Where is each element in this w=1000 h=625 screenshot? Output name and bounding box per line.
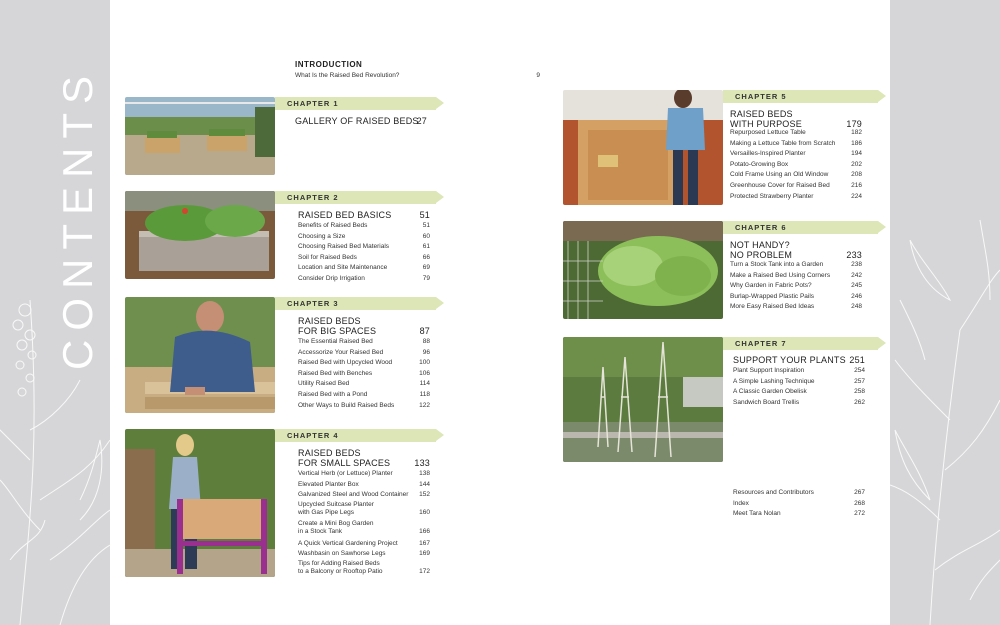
toc-entry[interactable] [730, 160, 862, 171]
toc-entry[interactable] [298, 263, 430, 274]
chapter-6-photo [563, 221, 723, 319]
toc-entry[interactable] [733, 387, 865, 398]
toc-entry[interactable] [730, 260, 862, 271]
toc-entry[interactable] [730, 128, 862, 139]
toc-entry-label: Utility Raised Bed [298, 380, 350, 388]
toc-entry-label: Why Garden in Fabric Pots? [730, 282, 812, 290]
toc-entry-label: Tips for Adding Raised Beds to a Balcony or Rooftop Patio [298, 559, 383, 576]
toc-entry[interactable] [730, 181, 862, 192]
chapter-3-title[interactable] [298, 316, 430, 336]
toc-entry-label: Make a Raised Bed Using Corners [730, 271, 831, 279]
toc-entry-page: 194 [851, 150, 862, 158]
toc-entry-page: 166 [419, 527, 430, 535]
chapter-7-title[interactable] [733, 355, 865, 365]
toc-entry-page: 160 [419, 508, 430, 516]
raised-bed-basics-image [125, 191, 275, 279]
botanical-illustration-right [890, 0, 1000, 625]
chapter-1-banner: CHAPTER 1 [275, 97, 436, 110]
chapter-2-photo [125, 191, 275, 279]
left-sidebar [0, 0, 110, 625]
toc-entry-page: 51 [422, 222, 430, 229]
toc-entry-page: 254 [854, 367, 865, 374]
toc-entry[interactable] [298, 401, 430, 412]
toc-entry-label: Soil for Raised Beds [298, 253, 357, 261]
toc-entry-label: A Quick Vertical Gardening Project [298, 539, 398, 547]
toc-entry-page: 262 [854, 398, 865, 406]
chapter-title-text: GALLERY OF RAISED BEDS [295, 116, 419, 126]
toc-entry-label: Vertical Herb (or Lettuce) Planter [298, 470, 393, 477]
toc-entry-label: Other Ways to Build Raised Beds [298, 401, 395, 409]
chapter-5-title[interactable] [730, 109, 862, 129]
toc-entry-label: Create a Mini Bog Garden in a Stock Tank [298, 519, 374, 536]
toc-entry-label: More Easy Raised Bed Ideas [730, 303, 815, 311]
chapter-page: 51 [419, 210, 430, 220]
toc-entry-page: 208 [851, 171, 862, 179]
toc-entry-page: 61 [422, 243, 430, 251]
chapter-7-items [733, 366, 865, 408]
toc-entry-label: Index [733, 499, 749, 507]
toc-entry-label: Accessorize Your Raised Bed [298, 348, 384, 356]
toc-entry[interactable] [733, 366, 865, 377]
chapter-2-items [298, 221, 430, 285]
chapter-2-banner: CHAPTER 2 [275, 191, 436, 204]
chapter-page: 133 [414, 458, 430, 468]
toc-entry-label: Plant Support Inspiration [733, 367, 805, 374]
toc-entry[interactable] [730, 271, 862, 282]
toc-entry-label: Location and Site Maintenance [298, 264, 388, 272]
toc-entry[interactable] [298, 358, 430, 369]
toc-entry-label: Raised Bed with Benches [298, 369, 373, 377]
chapter-5-photo [563, 90, 723, 205]
toc-entry[interactable] [733, 499, 865, 510]
toc-entry-label: Galvanized Steel and Wood Container [298, 491, 409, 499]
chapter-6-title[interactable] [730, 240, 862, 260]
toc-entry[interactable] [730, 149, 862, 160]
toc-entry-label: Benefits of Raised Beds [298, 222, 368, 229]
chapter-4-items [298, 469, 430, 577]
introduction-heading: INTRODUCTION [295, 60, 363, 69]
toc-entry-page: 118 [419, 390, 430, 398]
toc-entry[interactable] [730, 170, 862, 181]
toc-entry[interactable] [730, 302, 862, 313]
toc-entry-page: 114 [419, 380, 430, 388]
toc-entry-label: Resources and Contributors [733, 489, 814, 496]
toc-entry-page: 69 [422, 264, 430, 272]
toc-entry[interactable] [298, 253, 430, 264]
garden-obelisks-image [563, 337, 723, 462]
chapter-4-banner: CHAPTER 4 [275, 429, 436, 442]
toc-entry-label: What Is the Raised Bed Revolution? [295, 72, 400, 79]
toc-entry[interactable] [298, 560, 430, 577]
toc-entry[interactable] [298, 369, 430, 380]
toc-entry-page: 60 [422, 232, 430, 240]
toc-entry[interactable] [298, 480, 430, 491]
toc-entry-label: Raised Bed with a Pond [298, 390, 368, 398]
toc-entry-page: 272 [854, 510, 865, 518]
rooftop-garden-image [125, 97, 275, 175]
chapter-title-text: NOT HANDY? NO PROBLEM [730, 240, 793, 260]
chapter-5-banner: CHAPTER 5 [723, 90, 878, 103]
toc-entry-page: 169 [419, 550, 430, 558]
toc-entry-page: 267 [854, 489, 865, 496]
toc-entry-page: 258 [854, 388, 865, 396]
chapter-title-text: RAISED BED BASICS [298, 210, 392, 220]
toc-entry[interactable] [298, 348, 430, 359]
toc-entry-label: Upcycled Suitcase Planter with Gas Pipe Legs [298, 500, 374, 517]
toc-entry[interactable] [730, 139, 862, 150]
toc-entry[interactable] [730, 281, 862, 292]
toc-entry-page: 122 [419, 401, 430, 409]
toc-entry-label: Choosing a Size [298, 232, 346, 240]
toc-entry-label: Meet Tara Nolan [733, 510, 781, 518]
chapter-page: 87 [419, 326, 430, 336]
chapter-1-photo [125, 97, 275, 175]
toc-entry-page: 257 [854, 377, 865, 385]
toc-entry[interactable] [298, 539, 430, 550]
chapter-4-photo [125, 429, 275, 577]
toc-entry-label: Greenhouse Cover for Raised Bed [730, 181, 830, 189]
toc-entry-page: 144 [419, 480, 430, 488]
toc-entry-page: 268 [854, 499, 865, 507]
toc-entry-page: 224 [851, 192, 862, 200]
chapter-7-photo [563, 337, 723, 462]
toc-entry-page: 152 [419, 491, 430, 499]
lettuce-table-image [563, 90, 723, 205]
toc-entry-page: 138 [419, 470, 430, 477]
toc-entry-page: 9 [536, 72, 540, 79]
chapter-3-items [298, 337, 430, 411]
toc-entry[interactable] [733, 377, 865, 388]
chapter-title-text: RAISED BEDS WITH PURPOSE [730, 109, 802, 129]
toc-entry-page: 100 [419, 359, 430, 367]
toc-entry[interactable] [298, 490, 430, 501]
chapter-page: 27 [416, 116, 427, 126]
chapter-page: 179 [846, 119, 862, 129]
toc-entry-page: 216 [851, 181, 862, 189]
right-page [500, 0, 890, 625]
toc-entry-page: 238 [851, 261, 862, 268]
toc-entry[interactable] [298, 242, 430, 253]
toc-entry[interactable] [298, 232, 430, 243]
right-sidebar [890, 0, 1000, 625]
toc-entry[interactable] [733, 509, 865, 520]
toc-entry[interactable] [298, 379, 430, 390]
toc-entry-label: Turn a Stock Tank into a Garden [730, 261, 824, 268]
toc-entry-page: 245 [851, 282, 862, 290]
toc-entry-page: 106 [419, 369, 430, 377]
chapter-title-text: RAISED BEDS FOR SMALL SPACES [298, 448, 391, 468]
toc-entry-label: Choosing Raised Bed Materials [298, 243, 390, 251]
toc-entry-page: 79 [422, 274, 430, 282]
toc-entry[interactable] [298, 390, 430, 401]
toc-entry[interactable] [298, 501, 430, 518]
toc-entry-label: Versailles-Inspired Planter [730, 150, 806, 158]
toc-entry-page: 88 [422, 338, 430, 345]
toc-entry-label: The Essential Raised Bed [298, 338, 373, 345]
toc-entry[interactable] [298, 469, 430, 480]
toc-entry-page: 242 [851, 271, 862, 279]
toc-entry-label: Making a Lettuce Table from Scratch [730, 139, 836, 147]
toc-entry-page: 182 [851, 129, 862, 136]
toc-entry-label: Potato-Growing Box [730, 160, 789, 168]
toc-entry-label: Burlap-Wrapped Plastic Pails [730, 292, 815, 300]
toc-entry-label: Consider Drip Irrigation [298, 274, 365, 282]
back-matter [733, 488, 865, 520]
toc-entry-label: Sandwich Board Trellis [733, 398, 800, 406]
toc-entry[interactable] [298, 337, 430, 348]
toc-entry-page: 246 [851, 292, 862, 300]
chapter-1-title[interactable] [295, 116, 427, 126]
toc-entry-label: A Classic Garden Obelisk [733, 388, 807, 396]
chapter-2-title[interactable] [298, 210, 430, 220]
toc-entry-label: Cold Frame Using an Old Window [730, 171, 829, 179]
chapter-page: 233 [846, 250, 862, 260]
toc-entry-label: Raised Bed with Upcycled Wood [298, 359, 393, 367]
chapter-title-text: RAISED BEDS FOR BIG SPACES [298, 316, 377, 336]
toc-entry[interactable] [298, 274, 430, 285]
contents-title: CONTENTS [54, 67, 101, 370]
toc-entry-page: 202 [851, 160, 862, 168]
chapter-3-banner: CHAPTER 3 [275, 297, 436, 310]
chapter-4-title[interactable] [298, 448, 430, 468]
toc-entry[interactable] [730, 192, 862, 203]
toc-entry[interactable] [298, 221, 430, 232]
toc-entry[interactable] [730, 292, 862, 303]
toc-entry-page: 172 [419, 567, 430, 575]
toc-entry-page: 96 [422, 348, 430, 356]
left-page [110, 0, 540, 625]
woman-elevated-planter-image [125, 429, 275, 577]
man-building-bed-image [125, 297, 275, 413]
toc-entry-page: 66 [422, 253, 430, 261]
toc-entry[interactable] [298, 549, 430, 560]
chapter-title-text: SUPPORT YOUR PLANTS [733, 355, 846, 365]
toc-entry-page: 167 [419, 539, 430, 547]
toc-entry-label: A Simple Lashing Technique [733, 377, 815, 385]
toc-entry[interactable] [733, 488, 865, 499]
toc-entry-label: Protected Strawberry Planter [730, 192, 814, 200]
toc-entry-label: Elevated Planter Box [298, 480, 359, 488]
chapter-6-items [730, 260, 862, 313]
toc-entry-label: Repurposed Lettuce Table [730, 129, 806, 136]
toc-entry[interactable] [733, 398, 865, 409]
chapter-7-banner: CHAPTER 7 [723, 337, 878, 350]
toc-entry-page: 186 [851, 139, 862, 147]
chapter-3-photo [125, 297, 275, 413]
toc-entry-label: Washbasin on Sawhorse Legs [298, 550, 386, 558]
toc-entry-page: 248 [851, 303, 862, 311]
chapter-6-banner: CHAPTER 6 [723, 221, 878, 234]
chapter-page: 251 [849, 355, 865, 365]
wire-planter-image [563, 221, 723, 319]
toc-entry[interactable] [298, 520, 430, 537]
chapter-5-items [730, 128, 862, 202]
